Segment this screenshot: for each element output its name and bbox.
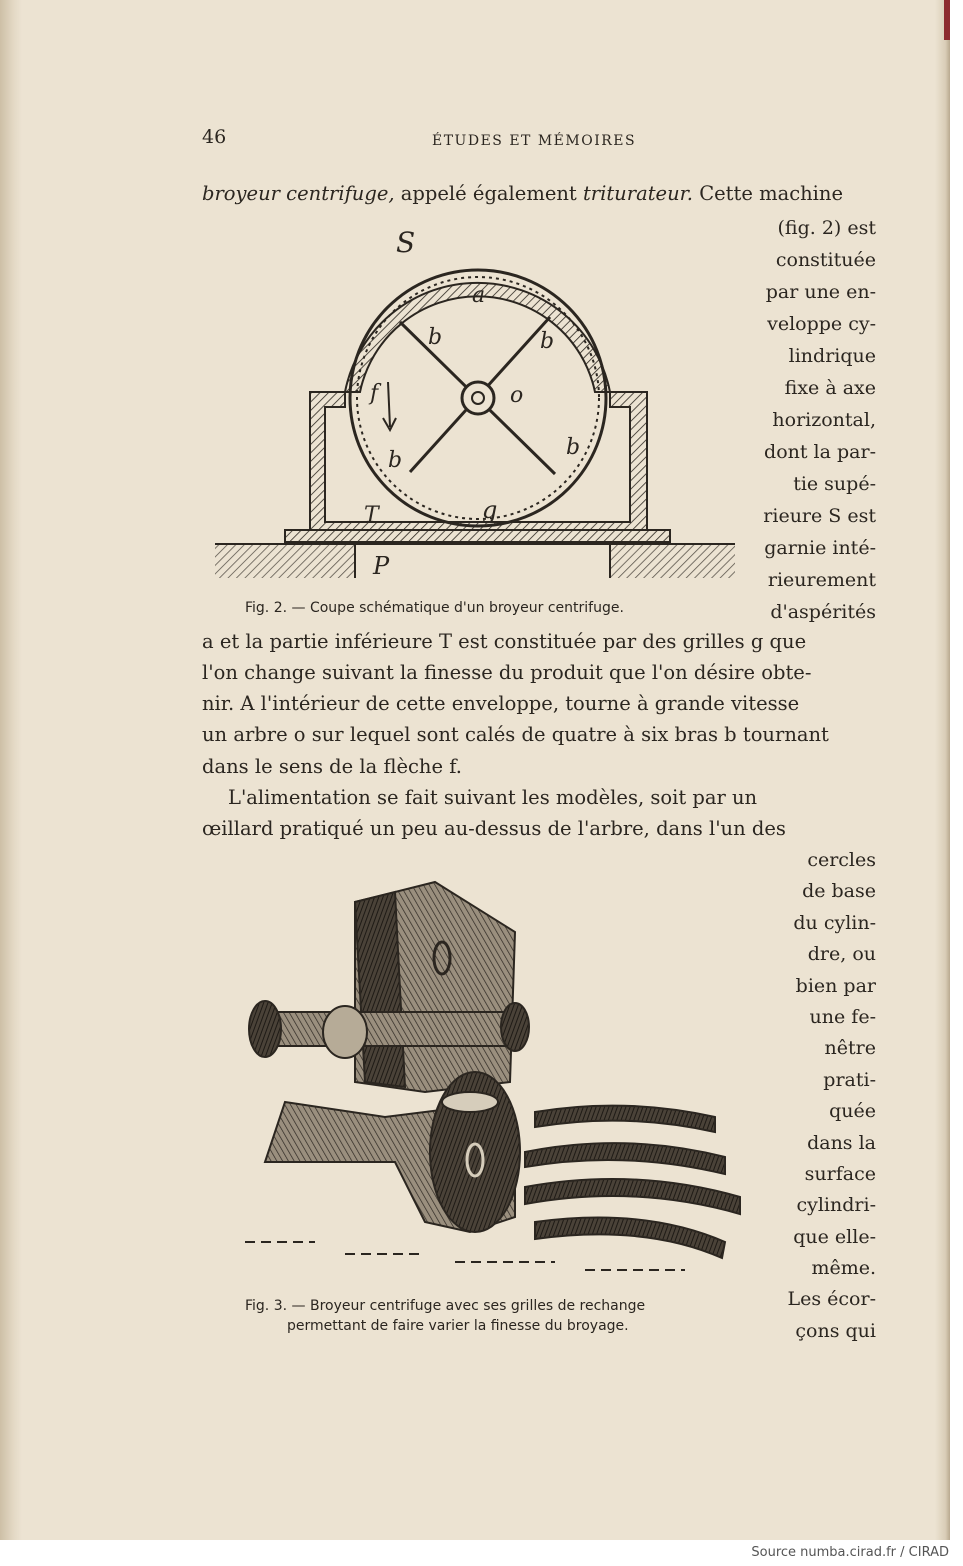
main-shaft: [255, 1012, 515, 1046]
figure3-illustration: [225, 862, 755, 1292]
label-b-lower-left: b: [388, 448, 403, 473]
side-line: rieurement: [767, 569, 876, 591]
side-line: garnie inté-: [764, 537, 876, 559]
base-plate: [285, 530, 670, 542]
label-f: f: [370, 381, 379, 406]
pulley-right: [501, 1003, 529, 1051]
label-T: T: [364, 503, 379, 528]
side-line: dont la par-: [764, 441, 876, 463]
grille-3: [525, 1179, 740, 1214]
side-line: même.: [811, 1257, 876, 1280]
side-line: çons qui: [795, 1319, 876, 1342]
maker-plate: [442, 1092, 498, 1112]
grille-4: [535, 1218, 725, 1259]
ground-strokes: [245, 1242, 685, 1270]
source-credit: Source numba.cirad.fr / CIRAD: [751, 1545, 949, 1560]
rotation-arrow: [383, 382, 396, 430]
page-right-edge: [935, 0, 950, 1540]
side-line: cercles: [807, 849, 876, 871]
side-line: que elle-: [793, 1225, 876, 1248]
paragraph1-line: l'on change suivant la finesse du produit que l'on désire obte-: [202, 661, 812, 684]
side-line: lindrique: [788, 345, 876, 367]
grille-1: [535, 1106, 715, 1132]
ground-hatch-right: [610, 544, 735, 578]
side-line: quée: [829, 1100, 876, 1123]
side-line: du cylin-: [793, 911, 876, 934]
paragraph2-line: L'alimentation se fait suivant les modèles, soit par un: [228, 786, 758, 809]
page-number: 46: [202, 126, 227, 148]
side-line: bien par: [795, 974, 876, 997]
side-line: nêtre: [824, 1037, 876, 1060]
pulley-mid: [323, 1006, 367, 1058]
label-g: g: [482, 496, 498, 524]
side-line: fixe à axe: [784, 377, 876, 399]
side-line: rieure S est: [763, 505, 876, 527]
side-line: prati-: [823, 1068, 876, 1091]
figure2-caption: Fig. 2. — Coupe schématique d'un broyeur centrifuge.: [245, 600, 624, 616]
paragraph1-line: dans le sens de la flèche f.: [202, 755, 462, 778]
label-a: a: [472, 283, 486, 308]
paragraph1-line: un arbre o sur lequel sont calés de quatre à six bras b tournant: [202, 723, 829, 746]
side-line: dans la: [807, 1131, 876, 1154]
term-broyeur: broyeur centrifuge,: [202, 182, 395, 205]
label-P: P: [373, 552, 390, 580]
side-line: cylindri-: [796, 1194, 876, 1217]
side-line: tie supé-: [793, 473, 876, 495]
side-line: de base: [802, 880, 876, 903]
figure3-caption-line2: permettant de faire varier la finesse du broyage.: [287, 1318, 629, 1334]
label-b-lower-right: b: [566, 435, 581, 460]
figure3-caption-line1: Fig. 3. — Broyeur centrifuge avec ses grilles de rechange: [245, 1298, 646, 1314]
running-head: ÉTUDES ET MÉMOIRES: [432, 133, 637, 149]
spine-ribbon: [944, 0, 950, 40]
label-b-upper-left: b: [428, 325, 443, 350]
shaft-hub: [462, 382, 494, 414]
term-triturateur: triturateur.: [582, 182, 694, 205]
text-run: Cette machine: [693, 182, 844, 205]
label-S: S: [396, 226, 416, 259]
text-run: appelé également: [394, 182, 583, 205]
ground-hatch-left: [215, 544, 355, 578]
side-line: dre, ou: [807, 943, 876, 966]
side-line: Les écor-: [787, 1288, 876, 1311]
side-column-2: [770, 848, 876, 1343]
side-line: veloppe cy-: [767, 313, 876, 335]
side-line: (fig. 2) est: [777, 217, 876, 239]
grille-2: [525, 1143, 725, 1174]
paragraph1-line: nir. A l'intérieur de cette enveloppe, tourne à grande vitesse: [202, 692, 800, 715]
page-left-edge: [0, 0, 22, 1540]
side-line: horizontal,: [772, 409, 876, 431]
label-b-upper-right: b: [540, 329, 555, 354]
side-line: une fe-: [809, 1005, 876, 1028]
side-line: surface: [804, 1162, 876, 1185]
side-column-1: [745, 216, 876, 624]
figure2-diagram: [210, 222, 740, 592]
paragraph2-line: œillard pratiqué un peu au-dessus de l'arbre, dans l'un des: [202, 817, 786, 840]
side-line: constituée: [775, 249, 876, 271]
side-line: d'aspérités: [770, 601, 876, 623]
pulley-left: [249, 1001, 281, 1057]
side-line: par une en-: [765, 281, 876, 303]
label-o: o: [510, 383, 524, 408]
paragraph1-line1: [202, 182, 876, 206]
paragraph1-line: a et la partie inférieure T est constituée par des grilles g que: [202, 630, 807, 653]
